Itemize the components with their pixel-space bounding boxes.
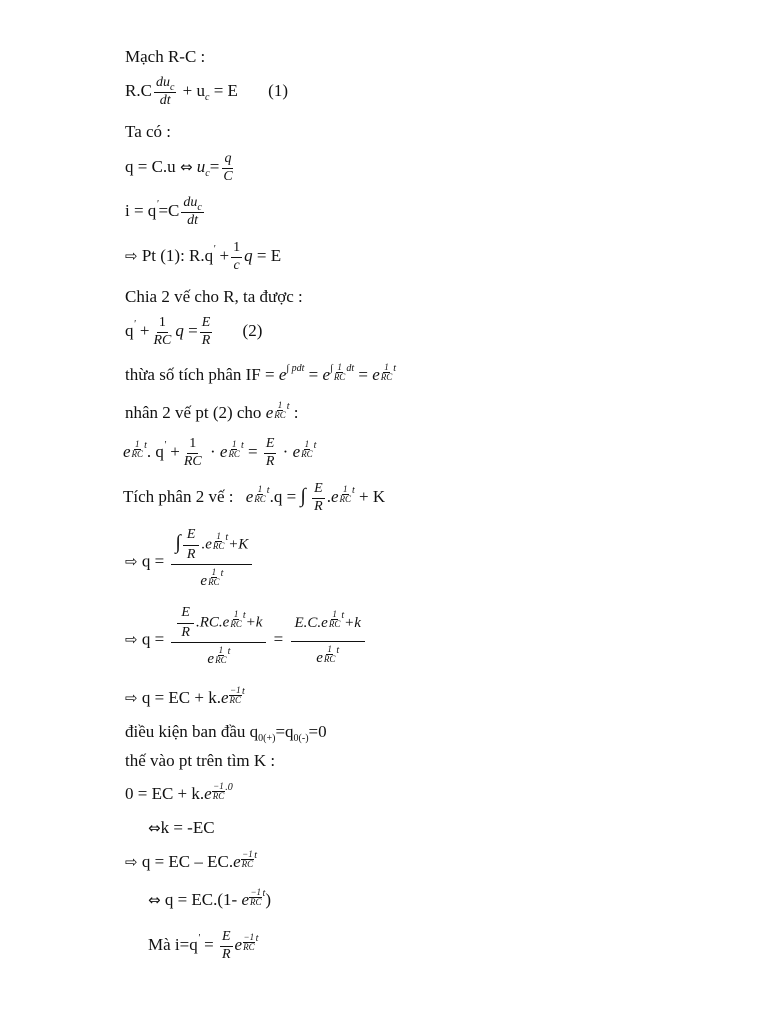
equation-current: Mà i=q' = $\frac{E}{R}$ e $\frac{-1}{RC}$ $^t$ [148, 929, 259, 962]
equation-q-final: ⇔ q = EC.(1- e $\frac{-1}{RC}$ $^t$) [148, 887, 271, 909]
equation-1: R.C $\frac{du_c}{dt}$ + $u_c = E$ (1) [125, 75, 288, 108]
fraction-1-rc: $\frac{1}{RC}$ [153, 315, 172, 348]
equation-q-ec-k: ⇨ q = EC + k.e $\frac{-1}{RC}$ $^t$ [125, 685, 245, 707]
text-ta-co: Ta có : [125, 122, 172, 141]
equation-q-solution-2: ⇨ q = $\frac{E}{R}$ .RC.e $\frac{1}{RC}$ $^t$+k e $\frac{1}{RC}$ $^t$ = E.C.e $\frac{1}{RC}$ $^t$+k e $\frac{1}{RC}$ $^t$ [125, 606, 368, 675]
fraction-1-c: $\frac{1}{c}$ [233, 240, 241, 273]
equation-i-q: i = q'=C $\frac{du_c}{dt}$ [125, 195, 202, 228]
fraction-erc-over-exp: $\frac{E}{R}$ .RC.e $\frac{1}{RC}$ $^t$+k e $\frac{1}{RC}$ $^t$ [171, 606, 266, 675]
equation-multiplied: e $\frac{1}{RC}$ $^t$. q' + $\frac{1}{RC}$ · e $\frac{1}{RC}$ $^t$ = $\frac{E}{R}$ · e $\frac{1}{RC}$ $^t$ [123, 436, 317, 469]
fraction-integral-over-exp: ∫ $\frac{E}{R}$ .e $\frac{1}{RC}$ $^t$+K e $\frac{1}{RC}$ $^t$ [171, 528, 252, 597]
fraction-e-r-2: $\frac{E}{R}$ [265, 436, 275, 469]
implies-arrow-icon: ⇨ [125, 853, 138, 871]
implies-arrow-icon: ⇨ [125, 689, 138, 707]
equivalence-arrow-icon: ⇔ [148, 819, 161, 837]
heading-rc-circuit: Mạch R-C : [125, 47, 206, 66]
equivalence-arrow-icon: ⇔ [148, 891, 161, 909]
fraction-e-r: $\frac{E}{R}$ [201, 315, 211, 348]
equation-q-cu: q = C.u ⇔ $u_c=$ $\frac{q}{C}$ [125, 151, 233, 184]
text-nhan-2-ve: nhân 2 vế pt (2) cho e $\frac{1}{RC}$ $^t$ : [125, 400, 299, 422]
equation-pt1: ⇨ Pt (1): R.q' + $\frac{1}{c}$ q = E [125, 240, 282, 273]
fraction-e-r-3: $\frac{E}{R}$ [314, 481, 323, 514]
implies-arrow-icon: ⇨ [125, 552, 138, 571]
implies-arrow-icon: ⇨ [125, 247, 138, 266]
equation-k: ⇔k = -EC [148, 818, 215, 837]
equivalence-arrow-icon: ⇔ [179, 158, 193, 177]
equation-integrate-both: Tích phân 2 vế : e $\frac{1}{RC}$ $^t$.q = ∫ $\frac{E}{R}$ .e $\frac{1}{RC}$ $^t$ + K [123, 481, 386, 514]
equation-tag-2: (2) [242, 321, 263, 341]
equation-zero: 0 = EC + k.e $\frac{-1}{RC}$ $^{.0}$ [125, 781, 233, 803]
equation-tag-1: (1) [268, 81, 288, 101]
fraction-ec-over-exp: E.C.e $\frac{1}{RC}$ $^t$+k e $\frac{1}{RC}$ $^t$ [291, 607, 365, 674]
equation-integrating-factor: thừa số tích phân IF = $e^{\int pdt} = e^\int$ $\frac{1}{RC}$ $^{dt}$ = e $\frac{1}{RC}$ $^t$ [125, 362, 397, 384]
equation-2: q' + $\frac{1}{RC}$ q = $\frac{E}{R}$ (2) [125, 315, 263, 348]
text-find-k: thế vào pt trên tìm K : [125, 751, 276, 770]
text-chia-2-ve: Chia 2 vế cho R, ta được : [125, 287, 303, 306]
fraction-e-r-4: $\frac{E}{R}$ [221, 929, 231, 962]
text-initial-condition: điều kiện ban đầu $q_{0(+)}=q_{0(-)}=0$ [125, 722, 327, 744]
integral-sign: ∫ [300, 485, 306, 508]
implies-arrow-icon: ⇨ [125, 630, 138, 649]
equation-q-solution-1: ⇨ q = ∫ $\frac{E}{R}$ .e $\frac{1}{RC}$ $^t$+K e $\frac{1}{RC}$ $^t$ [125, 528, 255, 597]
fraction-duc-dt-2: $\frac{du_c}{dt}$ [183, 195, 202, 228]
fraction-duc-dt: $\frac{du_c}{dt}$ [155, 75, 175, 108]
equation-q-ec-ec: ⇨ q = EC – EC.e $\frac{-1}{RC}$ $^t$ [125, 849, 257, 871]
fraction-1-rc-2: $\frac{1}{RC}$ [183, 436, 202, 469]
fraction-q-c: $\frac{q}{C}$ [223, 151, 233, 184]
